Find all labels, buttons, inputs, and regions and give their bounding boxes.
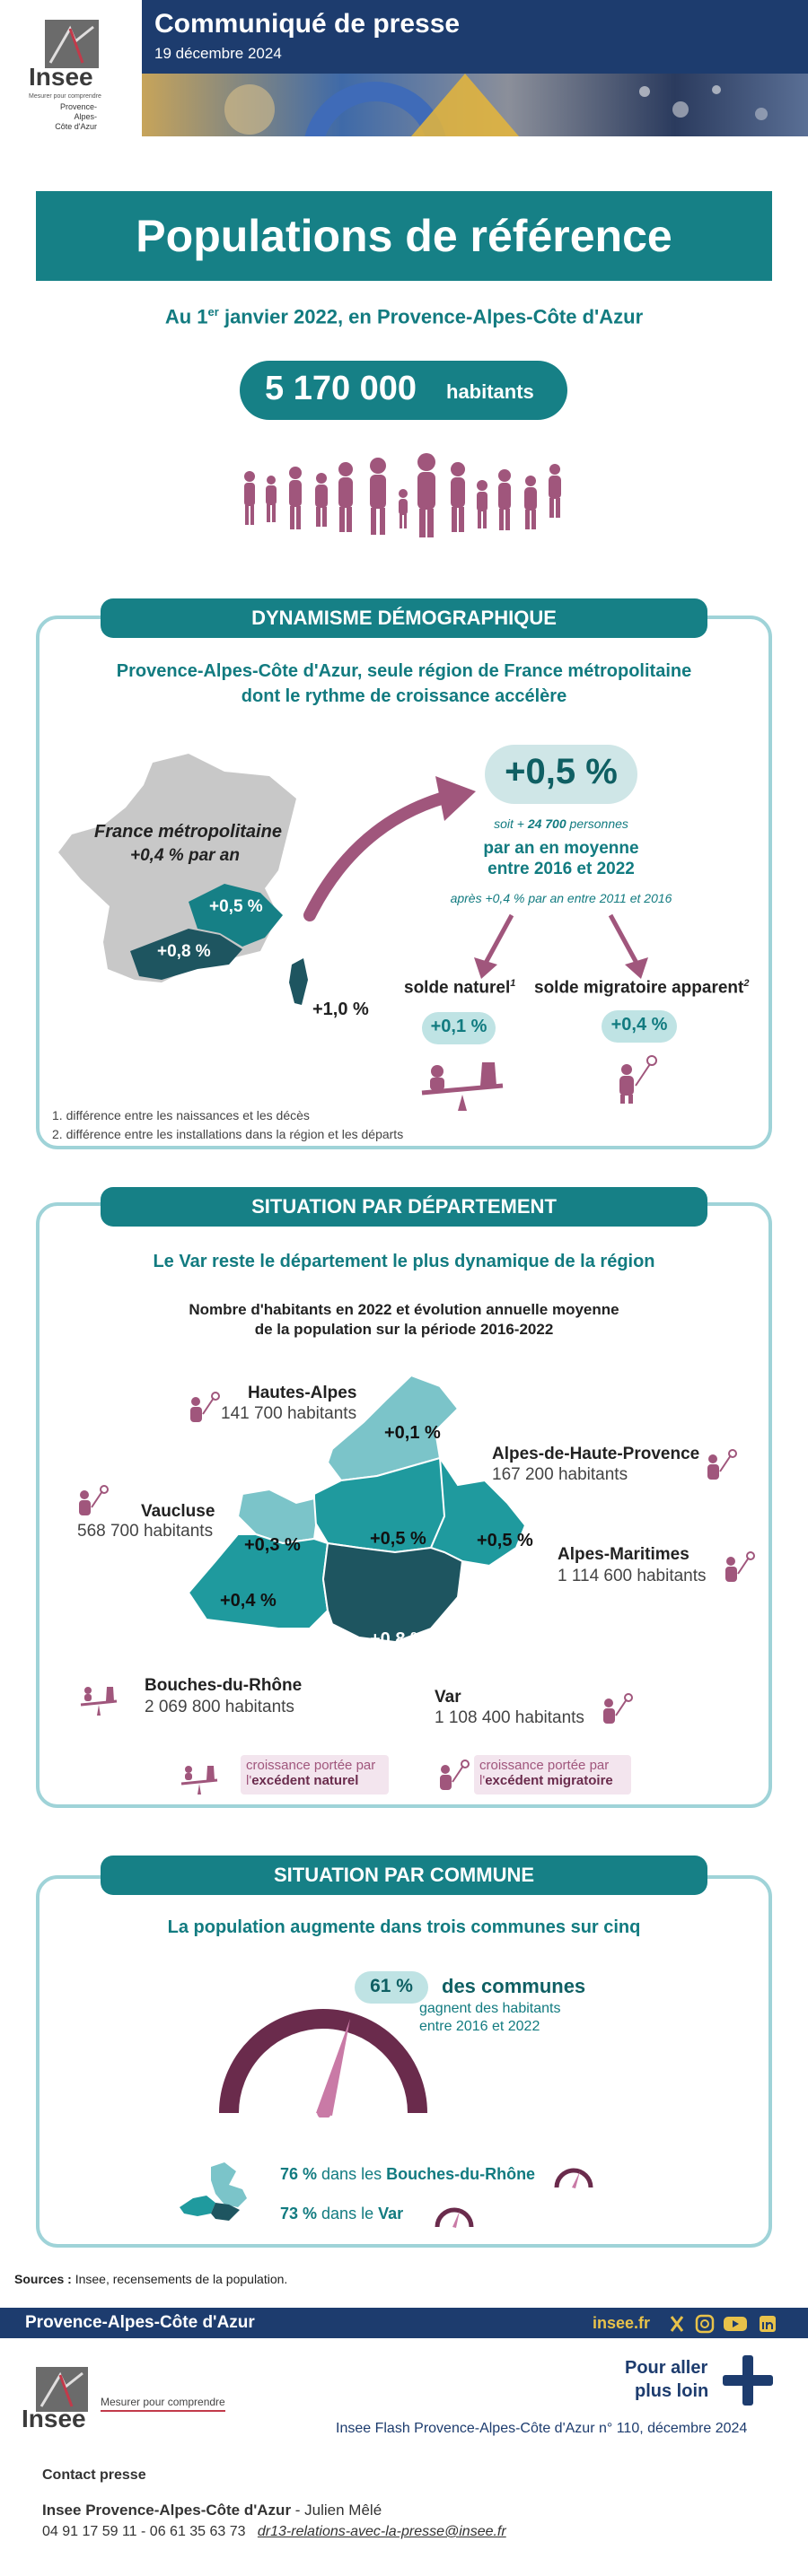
youtube-icon [724,2317,747,2331]
dept-bdr-pop: 2 069 800 habitants [145,1698,294,1716]
insee-site-link[interactable]: insee.fr [593,2314,651,2332]
dept-am-pop: 1 114 600 habitants [558,1567,707,1585]
instagram-icon [697,2316,713,2332]
dept-ahp-pop: 167 200 habitants [492,1465,628,1484]
seesaw-icon [417,1059,507,1113]
france-label: France métropolitaine [94,822,282,842]
communes-heading: SITUATION PAR COMMUNE [101,1856,707,1895]
insee-logo-word: Insee [29,63,93,91]
migration-icon [596,1690,636,1730]
contact-email-link[interactable]: dr13-relations-avec-la-presse@insee.fr [257,2524,506,2539]
footnote-2: 2. différence entre les installations dans la région et les départs [52,1127,404,1141]
solde-naturel-label: solde naturel$^1$ [404,978,516,998]
communes-pct-label: des communes [442,1975,586,1997]
dynamisme-heading: DYNAMISME DÉMOGRAPHIQUE [101,598,707,638]
communes-var: 73 % dans le Var [280,2205,404,2222]
banner-photo [142,74,808,136]
x-icon [672,2317,682,2331]
plus-icon[interactable] [721,2353,775,2407]
social-icons [666,2314,783,2334]
growth-previous: après +0,4 % par an entre 2011 et 2016 [450,891,672,905]
legend-migratoire: croissance portée par l'excédent migratoire [474,1755,631,1794]
dept-shape-var [323,1543,462,1642]
insee-logo [0,0,139,139]
migration-icon [183,1389,223,1428]
france-rate-label: +0,4 % par an [130,846,240,865]
migratoire-value: +0,4 % [610,1015,668,1035]
seesaw-icon [79,1678,119,1717]
gauge-small-icon [553,2164,594,2189]
dept-vaucluse: Vaucluse [141,1502,215,1521]
crowd-icon [238,453,570,552]
seesaw-icon [180,1757,219,1796]
map-caption-2: de la population sur la période 2016-2022 [254,1321,554,1338]
footer-logo-word: Insee [22,2405,86,2432]
rate-hautes-alpes: +0,1 % [384,1423,441,1443]
mini-paca-map [175,2158,256,2225]
linkedin-icon [760,2316,776,2332]
footer-logo-tagline: Mesurer pour comprendre [101,2396,225,2412]
communes-subtitle: La population augmente dans trois communes sur cinq [167,1917,641,1937]
growth-rate: +0,5 % [505,752,618,791]
dept-var-pop: 1 108 400 habitants [435,1708,584,1727]
migration-icon [700,1446,740,1486]
migration-icon [718,1549,758,1588]
france-map [54,745,341,1032]
map-label-west: +0,8 % [157,942,211,961]
communes-desc-1: gagnent des habitants [419,2001,561,2016]
gauge-small-icon [434,2204,475,2229]
contact-org: Insee Provence-Alpes-Côte d'Azur - Julien Mêlé [42,2502,382,2519]
dept-alpes-maritimes: Alpes-Maritimes [558,1545,689,1564]
solde-migratoire-label: solde migratoire apparent$^2$ [534,978,750,998]
rate-bdr: +0,4 % [220,1591,277,1611]
insee-logo-tagline: Mesurer pour comprendre [29,93,101,100]
pour-aller-plus-loin-link-2[interactable]: plus loin [635,2381,709,2401]
rate-var: +0,8 % [370,1629,426,1649]
migration-icon [610,1052,664,1105]
map-label-east: +0,5 % [209,897,263,916]
dept-hautes-alpes: Hautes-Alpes [248,1384,357,1402]
dept-bouches-du-rhone: Bouches-du-Rhône [145,1676,303,1695]
footnote-1: 1. différence entre les naissances et les décès [52,1108,310,1122]
growth-people: soit + 24 700 personnes [494,816,628,831]
map-label-corse: +1,0 % [312,1000,369,1019]
communes-gauge [215,2001,431,2118]
sources: Sources : Insee, recensements de la population. [14,2272,288,2286]
departements-heading: SITUATION PAR DÉPARTEMENT [101,1187,707,1227]
corse-region [289,958,308,1005]
communes-desc-2: entre 2016 et 2022 [419,2019,540,2034]
growth-period-1: par an en moyenne [483,839,639,858]
dept-var: Var [435,1688,461,1707]
contact-tel: 04 91 17 59 11 - 06 61 35 63 73 dr13-relations-avec-la-presse@insee.fr [42,2524,506,2539]
rate-vaucluse: +0,3 % [244,1535,301,1555]
naturel-value: +0,1 % [430,1017,487,1036]
population-unit: habitants [446,380,534,403]
split-arrows-icon [467,911,655,982]
hero-subtitle: Au 1er janvier 2022, en Provence-Alpes-Côte d'Azur [164,305,644,328]
dept-hautes-alpes-pop: 141 700 habitants [221,1404,357,1423]
departements-subtitle: Le Var reste le département le plus dynamique de la région [153,1252,655,1271]
legend-naturel: croissance portée par l'excédent naturel [241,1755,389,1794]
press-release-title: Communiqué de presse [154,9,461,39]
footer-region: Provence-Alpes-Côte d'Azur [25,2313,255,2332]
migration-icon [433,1757,472,1796]
insee-logo-region: Provence-Alpes- Côte d'Azur [55,102,97,131]
contact-heading: Contact presse [42,2467,146,2483]
press-release-date: 19 décembre 2024 [154,45,282,62]
flash-reference: Insee Flash Provence-Alpes-Côte d'Azur n° 110, décembre 2024 [336,2421,748,2436]
communes-bdr: 76 % dans les Bouches-du-Rhône [280,2165,536,2183]
insee-logo-mark [45,20,99,68]
page-title: Populations de référence [136,211,672,261]
rate-ahp: +0,5 % [370,1529,426,1549]
population-value: 5 170 000 [265,370,417,407]
dept-vaucluse-pop: 568 700 habitants [77,1522,214,1541]
dept-alpes-de-haute-provence: Alpes-de-Haute-Provence [492,1445,700,1463]
dynamisme-subtitle: Provence-Alpes-Côte d'Azur, seule région de France métropolitaine dont le rythme de croissance accélère [116,661,692,706]
migration-icon [72,1482,111,1522]
pour-aller-plus-loin-link[interactable]: Pour aller [625,2358,708,2378]
communes-pct: 61 % [370,1976,413,1996]
growth-period-2: entre 2016 et 2022 [487,860,635,878]
map-caption-1: Nombre d'habitants en 2022 et évolution annuelle moyenne [189,1301,619,1318]
rate-alpes-maritimes: +0,5 % [477,1531,533,1550]
